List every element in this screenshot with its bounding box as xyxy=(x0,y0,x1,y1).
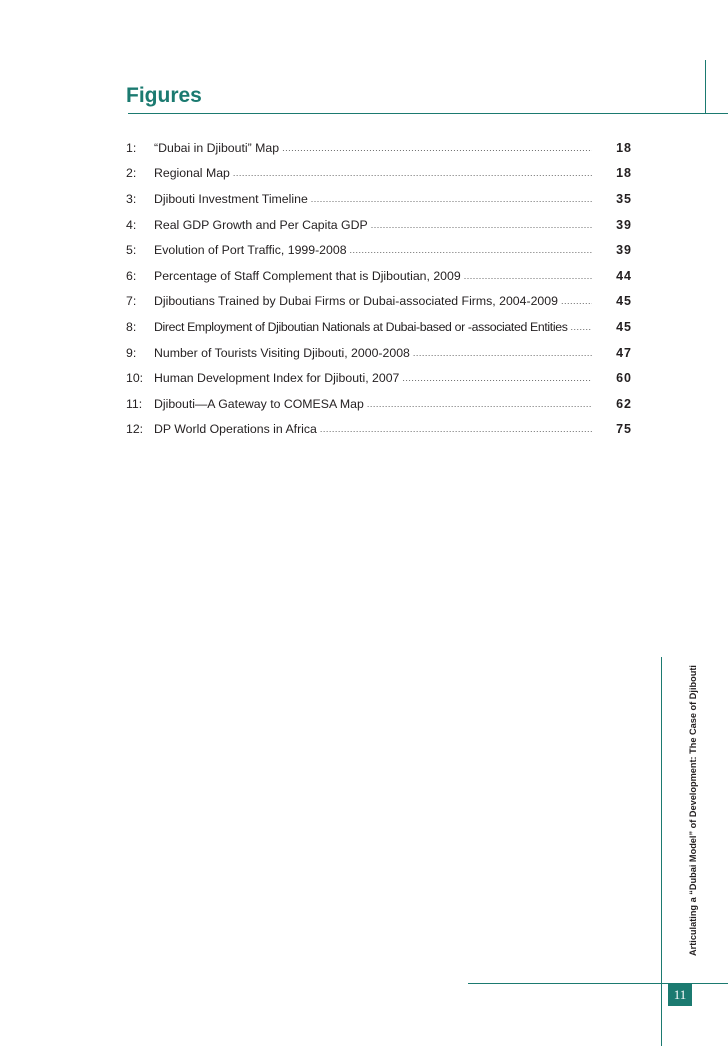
toc-row-12[interactable] xyxy=(126,417,632,443)
figure-number: 3: xyxy=(126,191,137,206)
figure-title: “Dubai in Djibouti” Map xyxy=(154,140,280,155)
heading-rule xyxy=(128,113,728,114)
figure-page: 62 xyxy=(616,396,632,411)
dot-leader xyxy=(402,368,592,388)
figure-page: 39 xyxy=(616,243,632,258)
figure-number: 2: xyxy=(126,166,137,181)
toc-row-4[interactable] xyxy=(126,212,632,238)
figure-page: 47 xyxy=(616,345,632,360)
dot-leader xyxy=(233,163,592,183)
dot-leader xyxy=(561,291,592,311)
figure-title: Djibouti Investment Timeline xyxy=(154,191,308,206)
toc-row-6[interactable] xyxy=(126,263,632,289)
toc-row-11[interactable] xyxy=(126,391,632,417)
margin-rule xyxy=(661,657,662,1046)
figure-title: Percentage of Staff Complement that is Djiboutian, 2009 xyxy=(154,268,461,283)
figure-title: Real GDP Growth and Per Capita GDP xyxy=(154,217,368,232)
figure-page: 45 xyxy=(616,319,632,334)
page-number: 11 xyxy=(668,984,692,1006)
toc-row-5[interactable] xyxy=(126,237,632,263)
figure-number: 7: xyxy=(126,294,137,309)
toc-row-2[interactable] xyxy=(126,161,632,187)
figure-page: 60 xyxy=(616,371,632,386)
figure-number: 4: xyxy=(126,217,137,232)
dot-leader xyxy=(413,343,592,363)
toc-row-3[interactable] xyxy=(126,186,632,212)
figure-title: Djiboutians Trained by Dubai Firms or Dubai-associated Firms, 2004-2009 xyxy=(154,294,558,309)
figure-number: 8: xyxy=(126,319,137,334)
dot-leader xyxy=(371,215,592,235)
dot-leader xyxy=(464,266,592,286)
toc-row-10[interactable] xyxy=(126,365,632,391)
toc-row-8[interactable] xyxy=(126,314,632,340)
figures-list xyxy=(126,135,632,442)
figure-title: Human Development Index for Djibouti, 2007 xyxy=(154,371,400,386)
toc-row-1[interactable] xyxy=(126,135,632,161)
dot-leader xyxy=(311,189,592,209)
figure-title: Regional Map xyxy=(154,166,230,181)
figure-number: 10: xyxy=(126,371,144,386)
figure-page: 39 xyxy=(616,217,632,232)
dot-leader xyxy=(571,317,592,337)
page-heading: Figures xyxy=(126,84,202,107)
figure-page: 45 xyxy=(616,294,632,309)
figure-title: Number of Tourists Visiting Djibouti, 2000-2008 xyxy=(154,345,410,360)
figure-page: 18 xyxy=(616,166,632,181)
dot-leader xyxy=(350,240,592,260)
figure-number: 5: xyxy=(126,243,137,258)
figure-title: Direct Employment of Djiboutian Nationals at Dubai-based or -associated Entities xyxy=(154,319,568,334)
toc-row-9[interactable] xyxy=(126,340,632,366)
figure-number: 9: xyxy=(126,345,137,360)
figure-page: 44 xyxy=(616,268,632,283)
figure-page: 18 xyxy=(616,140,632,155)
top-corner-rule xyxy=(705,60,706,113)
running-head: Articulating a “Dubai Model” of Development: The Case of Djibouti xyxy=(688,665,698,956)
figure-title: DP World Operations in Africa xyxy=(154,422,317,437)
figure-page: 75 xyxy=(616,422,632,437)
dot-leader xyxy=(367,394,592,414)
figure-number: 6: xyxy=(126,268,137,283)
figure-page: 35 xyxy=(616,191,632,206)
dot-leader xyxy=(282,138,592,158)
figure-number: 12: xyxy=(126,422,144,437)
toc-row-7[interactable] xyxy=(126,289,632,315)
figure-number: 11: xyxy=(126,396,143,411)
figure-title: Djibouti—A Gateway to COMESA Map xyxy=(154,396,364,411)
figure-title: Evolution of Port Traffic, 1999-2008 xyxy=(154,243,347,258)
dot-leader xyxy=(320,419,592,439)
figure-number: 1: xyxy=(126,140,137,155)
